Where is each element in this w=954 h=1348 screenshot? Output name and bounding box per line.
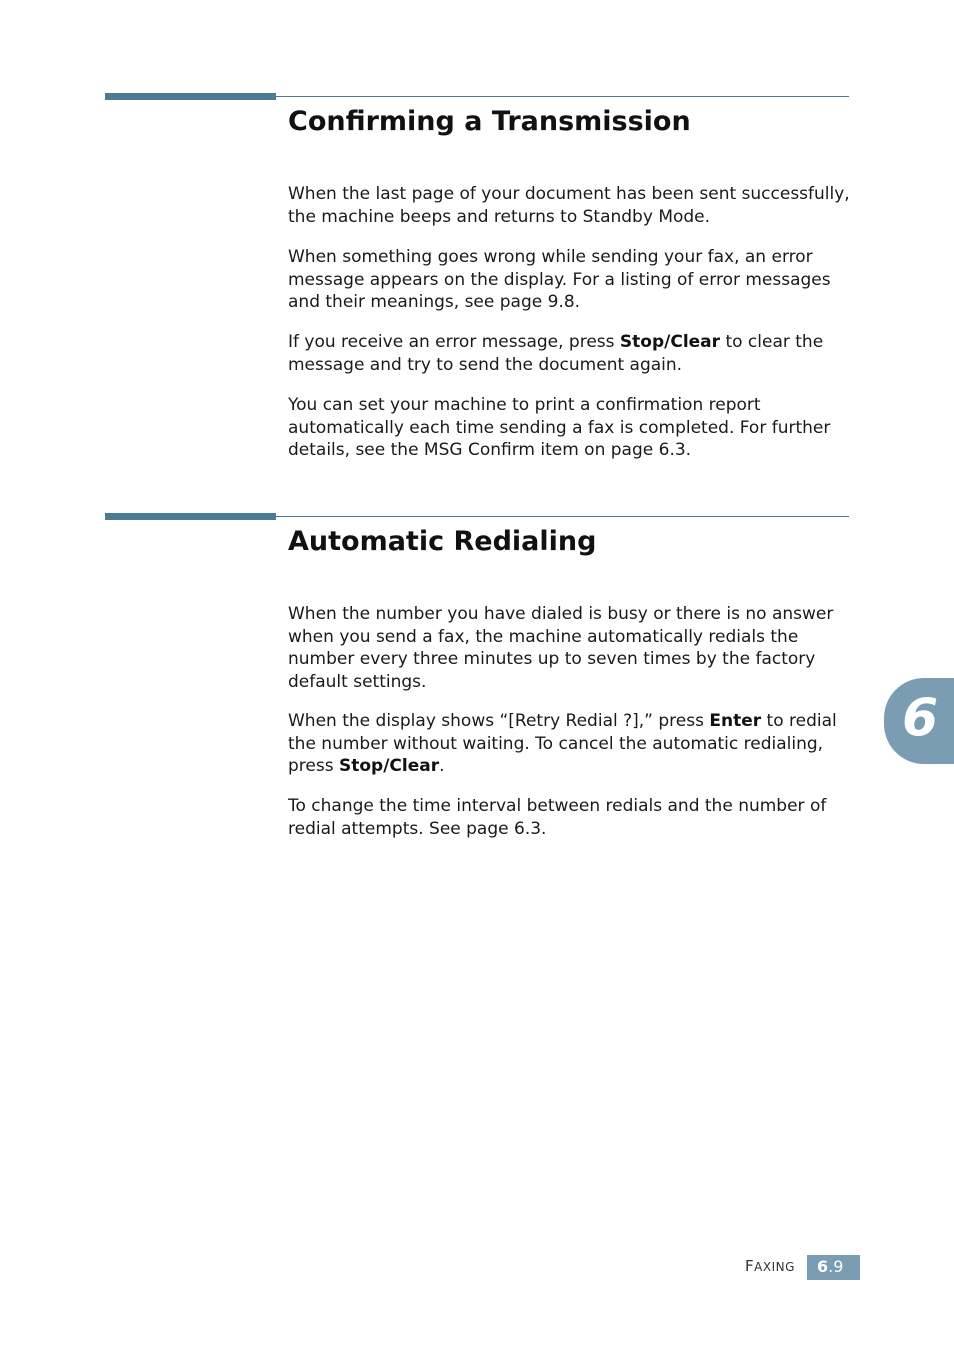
key-stop-clear: Stop/Clear [338,756,440,776]
chapter-tab-number: 6 [902,688,939,748]
paragraph: When the last page of your document has been sent successfully, the machine beeps and returns to Standby Mode. [288,184,850,227]
footer-section-name: FAXING [745,1257,795,1275]
paragraph: To change the time interval between redials and the number of redial attempts. See page 6.3. [288,796,827,839]
paragraph: When the display shows “[Retry Redial ?],” press Enter to redial the number without waiting. To cancel the automatic redialing, press Stop/Clear. [288,711,837,776]
key-enter: Enter [709,711,762,731]
section-divider-thick [105,93,276,100]
key-stop-clear: Stop/Clear [619,332,721,352]
section-divider-thick [105,513,276,520]
paragraph: When something goes wrong while sending your fax, an error message appears on the display. For a listing of error messages and their meanings, see page 9.8. [288,247,831,312]
paragraph: You can set your machine to print a confirmation report automatically each time sending a fax is completed. For further details, see the MSG Confirm item on page 6.3. [288,395,831,460]
section-divider-thin [276,96,849,97]
section-title-confirming: Confirming a Transmission [288,106,691,137]
paragraph: When the number you have dialed is busy or there is no answer when you send a fax, the machine automatically redials the number every three minutes up to seven times by the factory default settings. [288,604,834,692]
section-title-redialing: Automatic Redialing [288,526,597,557]
section-divider-thin [276,516,849,517]
page-number: 6.9 [817,1257,844,1276]
paragraph: If you receive an error message, press Stop/Clear to clear the message and try to send the document again. [288,332,824,375]
